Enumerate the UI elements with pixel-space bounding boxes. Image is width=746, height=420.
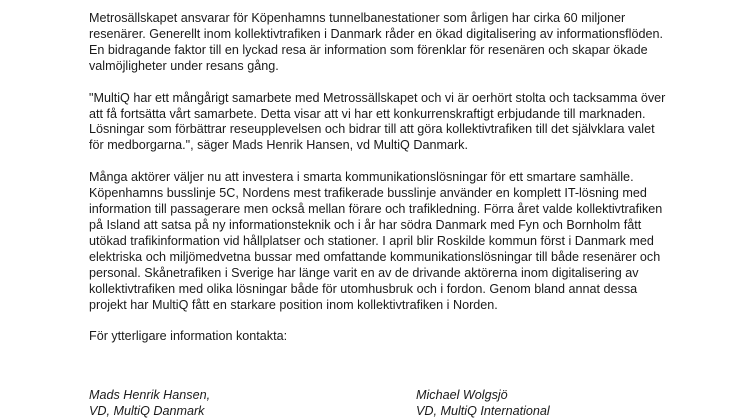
paragraph-line: Metrosällskapet ansvarar för Köpenhamns tunnelbanestationer som årligen har cirka 60 miljoner (89, 11, 626, 25)
press-release-body (89, 11, 709, 345)
paragraph-line: för medborgarna.", säger Mads Henrik Hansen, vd MultiQ Danmark. (89, 138, 468, 153)
signature-left (89, 388, 210, 420)
paragraph-line: elektriska och miljömedvetna bussar med omfattande kommunikationslösningar till både resenärer och (89, 249, 661, 264)
paragraph-line: kollektivtrafiken med olika lösningar både för utomhusbruk och i fordon. Genom bland annat dessa (89, 281, 638, 296)
paragraph-line: En bidragande faktor till en lyckad resa är information som förenklar för resenären och skapar ökade (89, 42, 648, 57)
signature-name: Mads Henrik Hansen, (89, 388, 211, 402)
paragraph-line: Köpenhamns busslinje 5C, Nordens mest trafikerade busslinje använder en komplett IT-lösning med (89, 186, 647, 201)
paragraph-line: valmöjligheter under resans gång. (89, 58, 279, 73)
paragraph-line: utökad trafikinformation vid hållplatser och stationer. I april blir Roskilde kommun först i Danmark med (89, 233, 654, 248)
paragraph-line: projekt har MultiQ fått en starkare position inom kollektivtrafiken i Norden. (89, 297, 498, 312)
paragraph-line: personal. Skånetrafiken i Sverige har länge varit en av de drivande aktörerna inom digitalisering av (89, 265, 639, 280)
signature-name: Michael Wolgsjö (416, 388, 508, 402)
paragraph-line: Många aktörer väljer nu att investera i smarta kommunikationslösningar för ett smartare samhälle. (89, 170, 634, 185)
paragraph-line: resenärer. Generellt inom kollektivtrafiken i Danmark råder en ökad digitalisering av informationsflöden. (89, 26, 663, 41)
paragraph-line: "MultiQ har ett mångårigt samarbete med Metrossällskapet och vi är oerhört stolta och tacksamma över (89, 90, 666, 105)
contact-label: För ytterligare information kontakta: (89, 329, 288, 344)
paragraph-market (89, 170, 709, 313)
signature-title: VD, MultiQ Danmark (89, 403, 205, 418)
paragraph-line: på Island att satsa på ny informationsteknik och i år har södra Danmark med Fyn och Bornholm fått (89, 217, 642, 232)
signature-title: VD, MultiQ International (416, 403, 550, 418)
paragraph-line: information till passagerare men också mellan förare och trafikledning. Förra året valde kollektivtrafiken (89, 202, 663, 217)
paragraph-quote (89, 91, 709, 155)
signature-right (416, 388, 550, 420)
paragraph-line: att få fortsätta vårt samarbete. Detta visar att vi har ett konkurrenskraftigt erbjudande till marknaden. (89, 106, 646, 121)
paragraph-intro (89, 11, 709, 75)
paragraph-line: Lösningar som förbättrar reseupplevelsen och bidrar till att göra kollektivtrafiken till det självklara valet (89, 122, 655, 137)
